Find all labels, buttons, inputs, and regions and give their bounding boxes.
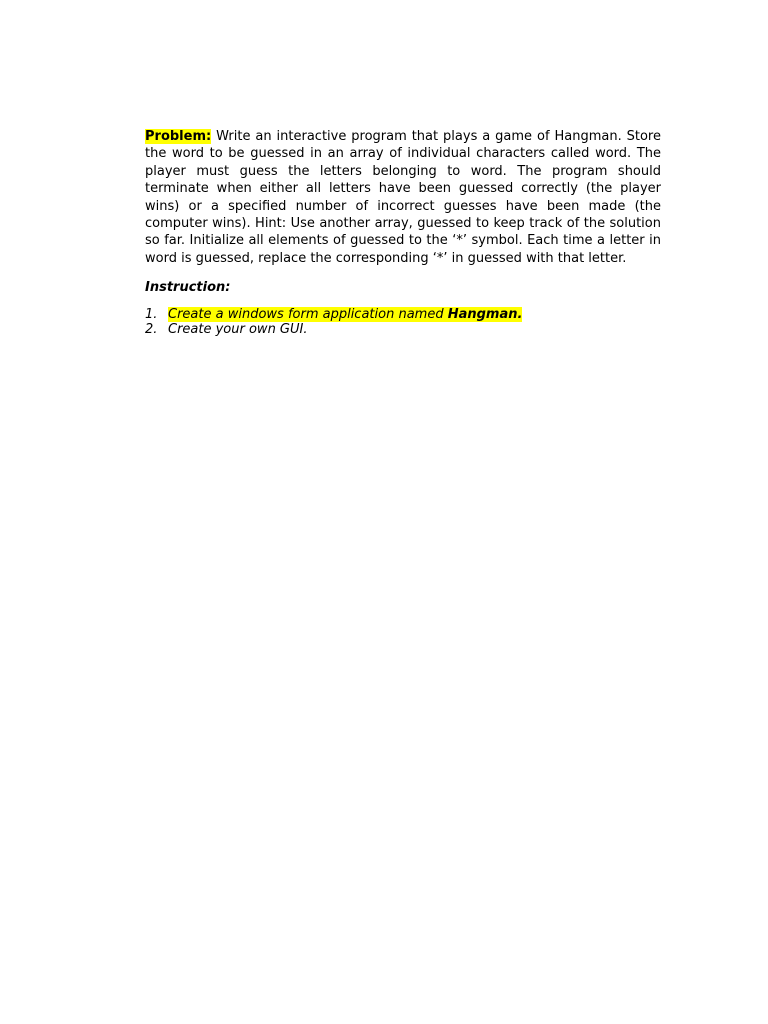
problem-text: Write an interactive program that plays a game of Hangman. Store the word to be guessed in an array of individual characters called word. The player must guess the letters belonging to word. The program should terminate when either all letters have been guessed correctly (the player wins) or a specified number of incorrect guesses have been made (the computer wins). Hint: Use another array, guessed to keep track of the solution so far. Initialize all elements of guessed to the ‘*’ symbol. Each time a letter in word is guessed, replace the corresponding ‘*’ in guessed with that letter. <box>145 129 661 266</box>
instruction-emphasis-1: Hangman. <box>447 306 523 322</box>
instruction-item-2 <box>145 322 661 337</box>
problem-label: Problem: <box>145 129 212 144</box>
instruction-item-1 <box>145 307 661 322</box>
instruction-heading: Instruction: <box>145 280 231 296</box>
instruction-text-2: Create your own GUI. <box>168 321 308 337</box>
document-body <box>145 128 661 337</box>
instruction-number-2: 2. <box>145 321 158 337</box>
instruction-text-1: Create a windows form application named <box>168 306 448 322</box>
instruction-list <box>145 307 661 337</box>
problem-paragraph <box>145 128 661 267</box>
instruction-number-1: 1. <box>145 306 158 322</box>
